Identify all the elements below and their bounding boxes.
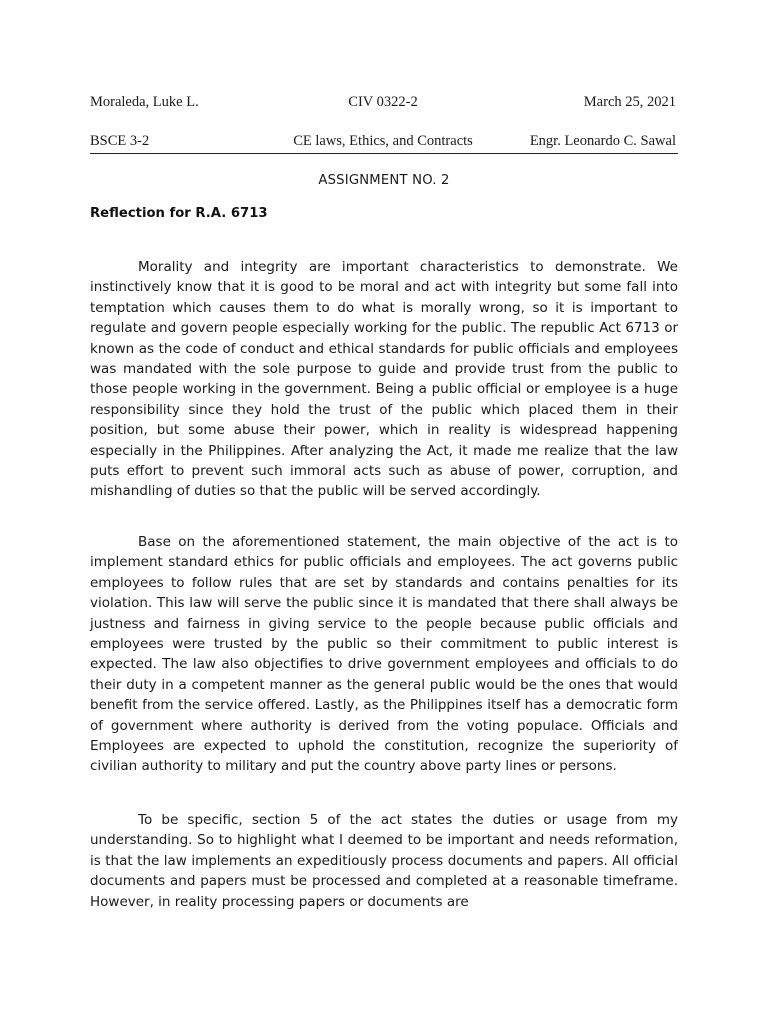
student-section: BSCE 3-2 xyxy=(90,133,150,149)
reflection-heading: Reflection for R.A. 6713 xyxy=(90,206,268,221)
course-code: CIV 0322-2 xyxy=(348,94,418,110)
assignment-date: March 25, 2021 xyxy=(583,94,676,110)
paragraph-text: Base on the aforementioned statement, the main objective of the act is to implement standard ethics for public officials and employees. The act governs public employees to follow rules that are set by standards and contains penalties for its violation. This law will serve the public since it is mandated that there shall always be justness and fairness in giving service to the people because public officials and employees were trusted by the public so their commitment to public interest is expected. The law also objectifies to drive government employees and officials to do their duty in a competent manner as the general public would be the ones that would benefit from the service offered. Lastly, as the Philippines itself has a democratic form of government where authority is derived from the voting populace. Officials and Employees are expected to uphold the constitution, recognize the superiority of civilian authority to military and put the country above party lines or persons. xyxy=(90,534,678,775)
paragraph-text: To be specific, section 5 of the act states the duties or usage from my understanding. So to highlight what I deemed to be important and needs reformation, is that the law implements an expeditiously process documents and papers. All official documents and papers must be processed and completed at a reasonable timeframe. However, in reality processing papers or documents are xyxy=(90,812,678,910)
header-row-2 xyxy=(90,133,676,153)
paragraph-2 xyxy=(90,532,678,777)
header-row-1 xyxy=(90,94,676,114)
assignment-title: ASSIGNMENT NO. 2 xyxy=(318,173,450,188)
student-name: Moraleda, Luke L. xyxy=(90,94,199,110)
header-divider xyxy=(90,153,678,154)
paragraph-1 xyxy=(90,257,678,502)
instructor-name: Engr. Leonardo C. Sawal xyxy=(529,133,676,149)
paragraph-3 xyxy=(90,810,678,912)
paragraph-text: Morality and integrity are important characteristics to demonstrate. We instinctively know that it is good to be moral and act with integrity but some fall into temptation which causes them to do what is morally wrong, so it is important to regulate and govern people especially working for the public. The republic Act 6713 or known as the code of conduct and ethical standards for public officials and employees was mandated with the sole purpose to guide and provide trust from the public to those people working in the government. Being a public official or employee is a huge responsibility since they hold the trust of the public which placed them in their position, but some abuse their power, which in reality is widespread happening especially in the Philippines. After analyzing the Act, it made me realize that the law puts effort to prevent such immoral acts such as abuse of power, corruption, and mishandling of duties so that the public will be served accordingly. xyxy=(90,259,678,500)
course-title: CE laws, Ethics, and Contracts xyxy=(293,133,473,149)
